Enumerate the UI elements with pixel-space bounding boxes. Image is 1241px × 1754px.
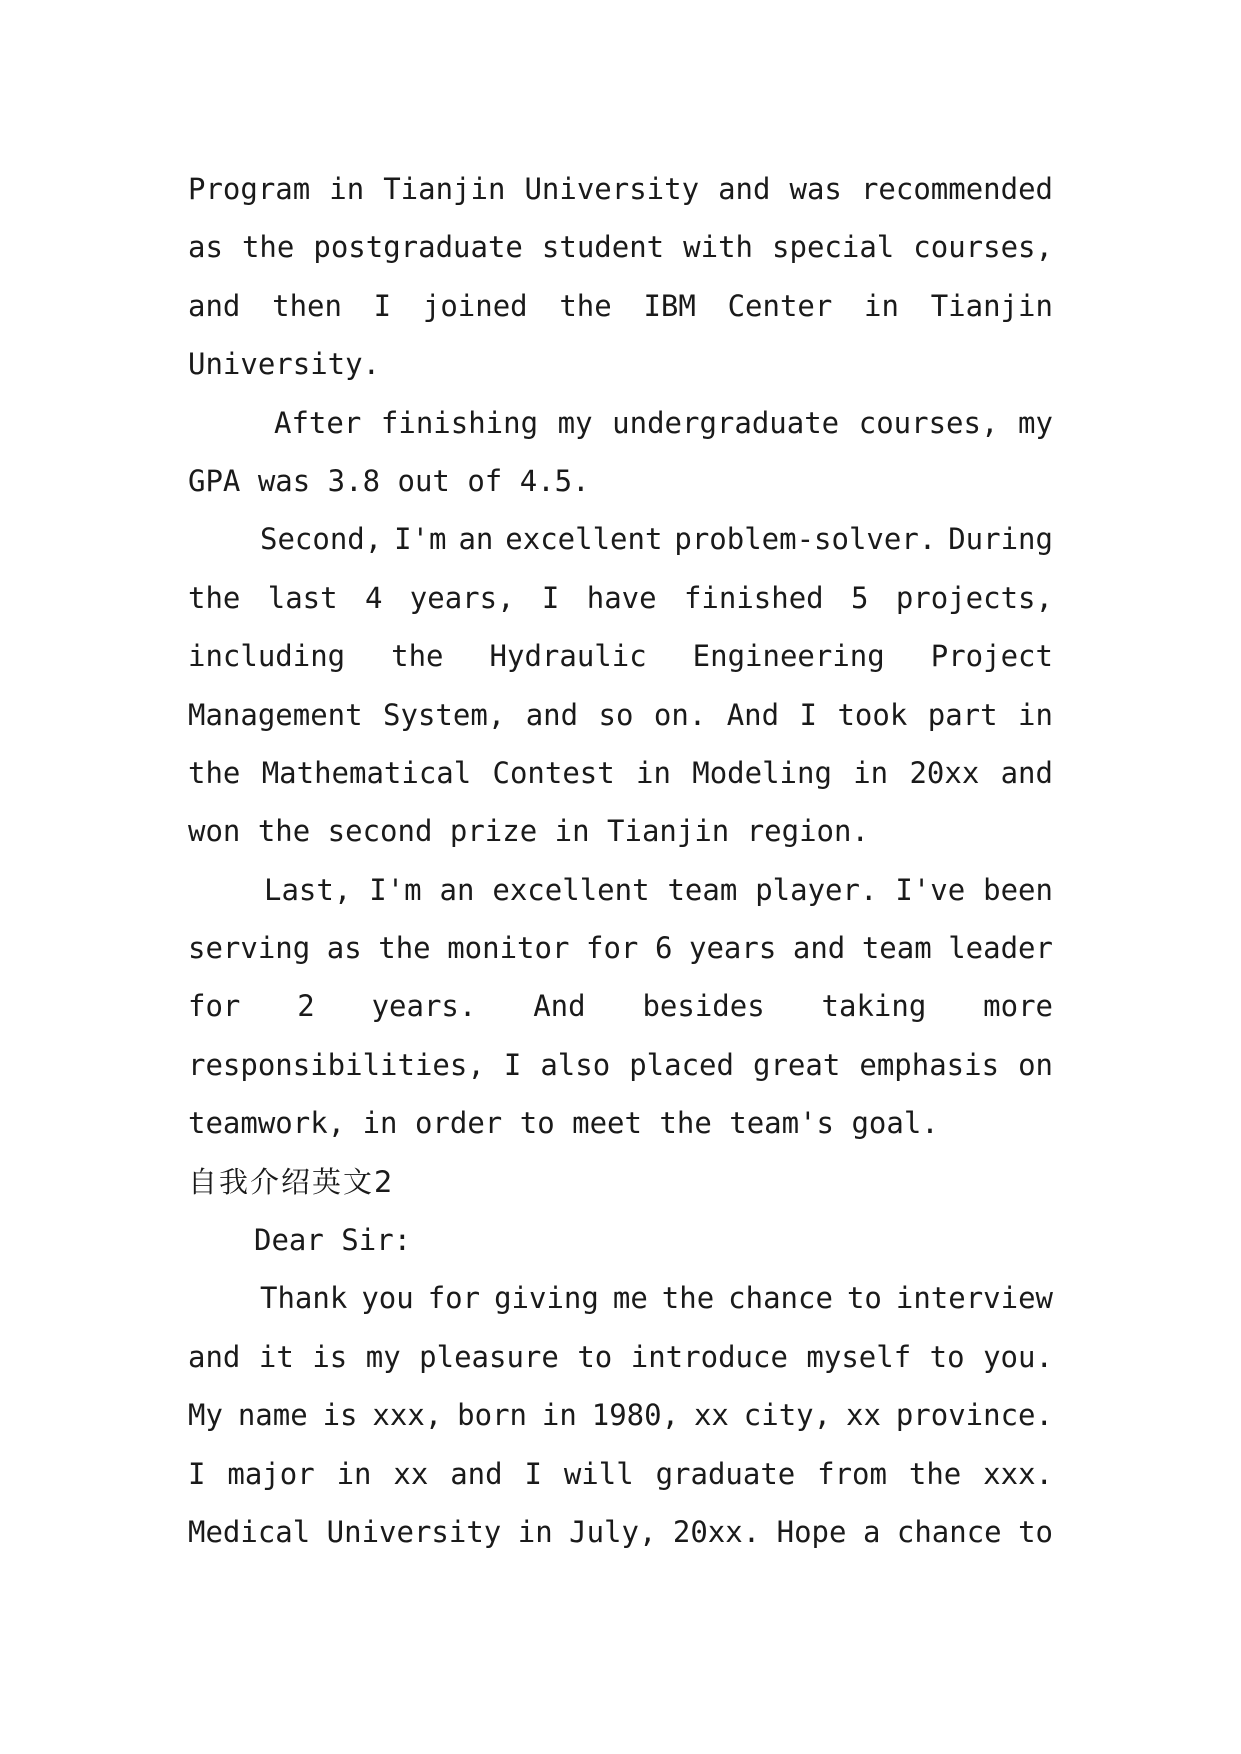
word: and	[718, 172, 771, 206]
word: in	[336, 1456, 372, 1491]
word: finishing	[380, 405, 539, 440]
word: IBM	[643, 288, 696, 323]
word: During	[948, 522, 1053, 557]
word: chance	[728, 1281, 833, 1316]
word: it	[258, 1339, 294, 1374]
word: Hope	[776, 1514, 847, 1549]
word: Modeling	[692, 755, 832, 790]
text-line	[188, 1328, 1053, 1386]
word: I'm	[394, 522, 447, 557]
word: the	[378, 931, 431, 966]
word: 1980,	[591, 1398, 680, 1433]
paragraph-start-line	[188, 1269, 1053, 1327]
text-line: won the second prize in Tianjin region.	[188, 814, 869, 849]
word: then	[272, 288, 342, 323]
word: excellent	[492, 872, 650, 907]
word: July,	[569, 1514, 657, 1549]
word: the	[188, 755, 241, 790]
word: I	[541, 580, 560, 615]
word: besides	[642, 989, 765, 1024]
word: projects,	[895, 580, 1053, 615]
word: also	[540, 1047, 611, 1082]
word: on	[1018, 1047, 1053, 1082]
word: I	[188, 1456, 206, 1491]
word: chance	[896, 1514, 1002, 1549]
word: and	[1000, 755, 1053, 790]
word: My	[188, 1398, 223, 1433]
word: last	[267, 580, 338, 615]
word: to	[577, 1339, 613, 1374]
word: great	[753, 1047, 841, 1082]
word: Tianjin	[930, 288, 1053, 323]
word: University	[524, 172, 700, 206]
word: you	[361, 1281, 414, 1316]
word: city,	[743, 1398, 832, 1433]
text-line: teamwork, in order to meet the team's goal.	[188, 1106, 939, 1141]
word: been	[983, 872, 1053, 907]
word: my	[1018, 405, 1053, 440]
word: years.	[371, 989, 477, 1024]
word: with	[683, 230, 754, 265]
word: Hydraulic	[489, 639, 647, 674]
word: myself	[806, 1339, 912, 1374]
word: to	[846, 1281, 882, 1316]
word: monitor	[447, 931, 570, 966]
paragraph-start-line	[188, 510, 1053, 568]
word: for	[586, 931, 639, 966]
word: serving	[188, 931, 311, 966]
word: Center	[727, 288, 833, 323]
word: responsibilities,	[188, 1047, 485, 1082]
text-line	[188, 1386, 1053, 1444]
word: in	[1018, 697, 1053, 732]
word: my	[557, 405, 593, 440]
text-line	[188, 627, 1053, 685]
word: and	[188, 1339, 241, 1374]
word: team	[667, 872, 738, 907]
section-heading: 自我介绍英文2	[188, 1164, 395, 1199]
word: in	[636, 755, 671, 790]
word: the	[241, 230, 295, 265]
word: finished	[683, 580, 824, 615]
word: the	[188, 580, 241, 615]
word: will	[563, 1456, 634, 1491]
word: Tianjin	[383, 172, 506, 206]
word: on.	[653, 697, 707, 732]
word: in	[864, 288, 899, 323]
word: a	[862, 1514, 881, 1549]
word: recommended	[860, 172, 1053, 206]
text-line	[188, 1036, 1053, 1094]
word: the	[559, 288, 612, 323]
word: graduate	[655, 1456, 796, 1491]
word: for	[427, 1281, 481, 1316]
word: is	[312, 1339, 348, 1374]
text-line	[188, 977, 1053, 1035]
word: xx	[393, 1456, 429, 1491]
word: I	[373, 288, 392, 323]
word: in	[517, 1514, 553, 1549]
word: is	[322, 1398, 358, 1433]
word: special	[772, 230, 895, 265]
word: taking	[821, 989, 927, 1024]
word: born	[457, 1398, 527, 1433]
word: years,	[409, 580, 515, 615]
word: xxx.	[983, 1456, 1053, 1491]
paragraph-start-line	[188, 861, 1053, 919]
word: 4	[364, 580, 383, 615]
salutation: Dear Sir:	[254, 1223, 412, 1258]
word: joined	[422, 288, 528, 323]
word: interview	[895, 1281, 1053, 1316]
word: I	[799, 697, 818, 732]
word: undergraduate	[612, 405, 840, 440]
word: And	[533, 989, 586, 1024]
word: in	[541, 1398, 577, 1433]
word: part	[927, 697, 998, 732]
word: my	[365, 1339, 401, 1374]
word: System,	[383, 697, 506, 732]
word: giving	[494, 1281, 599, 1316]
word: pleasure	[419, 1339, 559, 1374]
word: Thank	[260, 1281, 348, 1316]
word: name	[237, 1398, 308, 1433]
word: and	[188, 288, 241, 323]
word: And	[726, 697, 780, 732]
word: and	[450, 1456, 503, 1491]
word: and	[525, 697, 579, 732]
word: an	[458, 522, 494, 557]
word: took	[837, 697, 908, 732]
text-line	[188, 1445, 1053, 1503]
word: emphasis	[859, 1047, 1000, 1082]
word: University	[326, 1514, 502, 1549]
text-line	[188, 218, 1053, 276]
word: xx	[846, 1398, 881, 1433]
word: me	[612, 1281, 648, 1316]
word: 20xx	[909, 755, 980, 790]
word: you.	[983, 1339, 1053, 1374]
word: 2	[297, 989, 315, 1024]
word: I'm	[369, 872, 422, 907]
word: Management	[188, 697, 363, 732]
word: and	[792, 931, 846, 966]
paragraph-start-line	[188, 394, 1053, 452]
word: major	[227, 1456, 315, 1491]
word: Mathematical	[261, 755, 472, 790]
word: After	[274, 405, 362, 440]
word: 6	[654, 931, 673, 966]
word: excellent	[505, 522, 663, 557]
word: Second,	[260, 522, 383, 557]
text-line	[188, 277, 1053, 335]
word: xxx,	[372, 1398, 443, 1433]
word: to	[1018, 1514, 1053, 1549]
word: problem-solver.	[674, 522, 937, 557]
word: student	[541, 230, 665, 265]
word: the	[391, 639, 444, 674]
word: 20xx.	[672, 1514, 761, 1549]
word: more	[983, 989, 1053, 1024]
text-line	[188, 744, 1053, 802]
word: for	[188, 989, 241, 1024]
word: as	[188, 230, 223, 265]
word: team	[861, 931, 932, 966]
word: Last,	[264, 872, 352, 907]
word: I	[503, 1047, 522, 1082]
word: the	[661, 1281, 715, 1316]
text-line	[188, 569, 1053, 627]
text-line	[188, 160, 1053, 218]
word: an	[439, 872, 475, 907]
word: was	[789, 172, 842, 206]
word: as	[326, 931, 362, 966]
word: so	[598, 697, 634, 732]
word: to	[929, 1339, 965, 1374]
text-line: GPA was 3.8 out of 4.5.	[188, 463, 590, 498]
word: introduce	[630, 1339, 788, 1374]
word: leader	[948, 931, 1053, 966]
word: Contest	[492, 755, 615, 790]
word: 5	[850, 580, 869, 615]
word: player.	[755, 872, 878, 907]
word: Program	[188, 172, 311, 206]
word: Project	[930, 639, 1053, 674]
word: placed	[629, 1047, 734, 1082]
word: years	[688, 931, 777, 966]
word: Medical	[188, 1514, 311, 1549]
word: postgraduate	[313, 230, 523, 265]
word: courses,	[858, 405, 999, 440]
word: courses,	[913, 230, 1053, 265]
text-line: University.	[188, 347, 381, 382]
word: from	[817, 1456, 887, 1491]
word: in	[329, 172, 365, 206]
word: xx	[693, 1398, 729, 1433]
document-body	[188, 160, 1053, 1561]
word: the	[908, 1456, 962, 1491]
text-line	[188, 919, 1053, 977]
text-line	[188, 1503, 1053, 1561]
word: in	[853, 755, 889, 790]
word: I've	[895, 872, 966, 907]
word: Engineering	[692, 639, 885, 674]
word: have	[586, 580, 657, 615]
word: I	[524, 1456, 542, 1491]
text-line	[188, 686, 1053, 744]
word: including	[188, 639, 346, 674]
word: province.	[895, 1398, 1053, 1433]
